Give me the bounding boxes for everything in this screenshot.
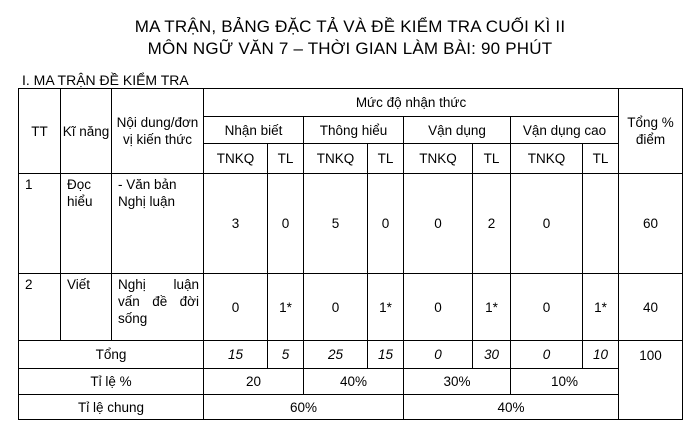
common-label: Tỉ lệ chung: [19, 395, 204, 420]
section-heading: I. MA TRẬN ĐỀ KIỂM TRA: [22, 72, 189, 88]
row-total: 40: [619, 274, 683, 341]
sum-row: [19, 341, 683, 369]
sum-value: 5: [268, 341, 304, 369]
row-value: 0: [404, 274, 473, 341]
header-tt: TT: [19, 89, 61, 174]
row-value: 1*: [583, 274, 619, 341]
sub-tl: TL: [473, 144, 511, 174]
sub-tnkq: TNKQ: [304, 144, 368, 174]
ratio-value: 30%: [404, 369, 511, 395]
header-skill: Kĩ năng: [61, 89, 112, 174]
row-value: 5: [304, 174, 368, 274]
header-row-1: [19, 89, 683, 117]
row-value: 2: [473, 174, 511, 274]
row-value: 1*: [368, 274, 404, 341]
ratio-value: 10%: [511, 369, 619, 395]
table-row: [19, 274, 683, 341]
level-high-application: Vận dụng cao: [511, 117, 619, 144]
row-tt: 2: [19, 274, 61, 341]
sub-tnkq: TNKQ: [204, 144, 268, 174]
common-value: 40%: [404, 395, 619, 420]
sum-value: 15: [368, 341, 404, 369]
row-value: 0: [511, 274, 583, 341]
document-title: MA TRẬN, BẢNG ĐẶC TẢ VÀ ĐỀ KIỂM TRA CUỐI KÌ II: [134, 17, 566, 36]
ratio-label: Tỉ lệ %: [19, 369, 204, 395]
level-application: Vận dụng: [404, 117, 511, 144]
level-comprehension: Thông hiểu: [304, 117, 404, 144]
row-value: 0: [204, 274, 268, 341]
sub-tl: TL: [583, 144, 619, 174]
sum-value: 0: [404, 341, 473, 369]
row-value: 0: [304, 274, 368, 341]
common-value: 60%: [204, 395, 404, 420]
common-ratio-row: [19, 395, 683, 420]
sub-tl: TL: [268, 144, 304, 174]
level-recognition: Nhận biết: [204, 117, 304, 144]
sum-label: Tổng: [19, 341, 204, 369]
row-content: - Văn bản Nghị luận: [112, 174, 204, 274]
row-total: 60: [619, 174, 683, 274]
ratio-value: 20: [204, 369, 304, 395]
ratio-row: [19, 369, 683, 395]
row-value: 0: [268, 174, 304, 274]
sub-tnkq: TNKQ: [511, 144, 583, 174]
row-content-text: Nghị luận vấn đề đời sống: [118, 277, 199, 326]
header-total-percent: Tổng % điểm: [619, 89, 683, 174]
sum-value: 15: [204, 341, 268, 369]
ratio-total: 100: [619, 341, 683, 420]
row-value: 0: [511, 174, 583, 274]
row-value: 1*: [268, 274, 304, 341]
document-subtitle: MÔN NGỮ VĂN 7 – THỜI GIAN LÀM BÀI: 90 PHÚT: [147, 39, 553, 58]
row-value: 0: [368, 174, 404, 274]
header-content: Nội dung/đơn vị kiến thức: [112, 89, 204, 174]
row-value: 0: [404, 174, 473, 274]
sum-value: 25: [304, 341, 368, 369]
row-value: [583, 174, 619, 274]
table-row: [19, 174, 683, 274]
ratio-value: 40%: [304, 369, 404, 395]
row-skill: Viết: [61, 274, 112, 341]
sum-value: 10: [583, 341, 619, 369]
sub-tnkq: TNKQ: [404, 144, 473, 174]
row-value: 3: [204, 174, 268, 274]
sub-tl: TL: [368, 144, 404, 174]
assessment-matrix-table: [18, 88, 683, 420]
sum-value: 0: [511, 341, 583, 369]
row-content: [112, 274, 204, 341]
row-tt: 1: [19, 174, 61, 274]
header-cognitive-levels: Mức độ nhận thức: [204, 89, 619, 117]
sum-value: 30: [473, 341, 511, 369]
row-skill: Đọc hiểu: [61, 174, 112, 274]
row-value: 1*: [473, 274, 511, 341]
